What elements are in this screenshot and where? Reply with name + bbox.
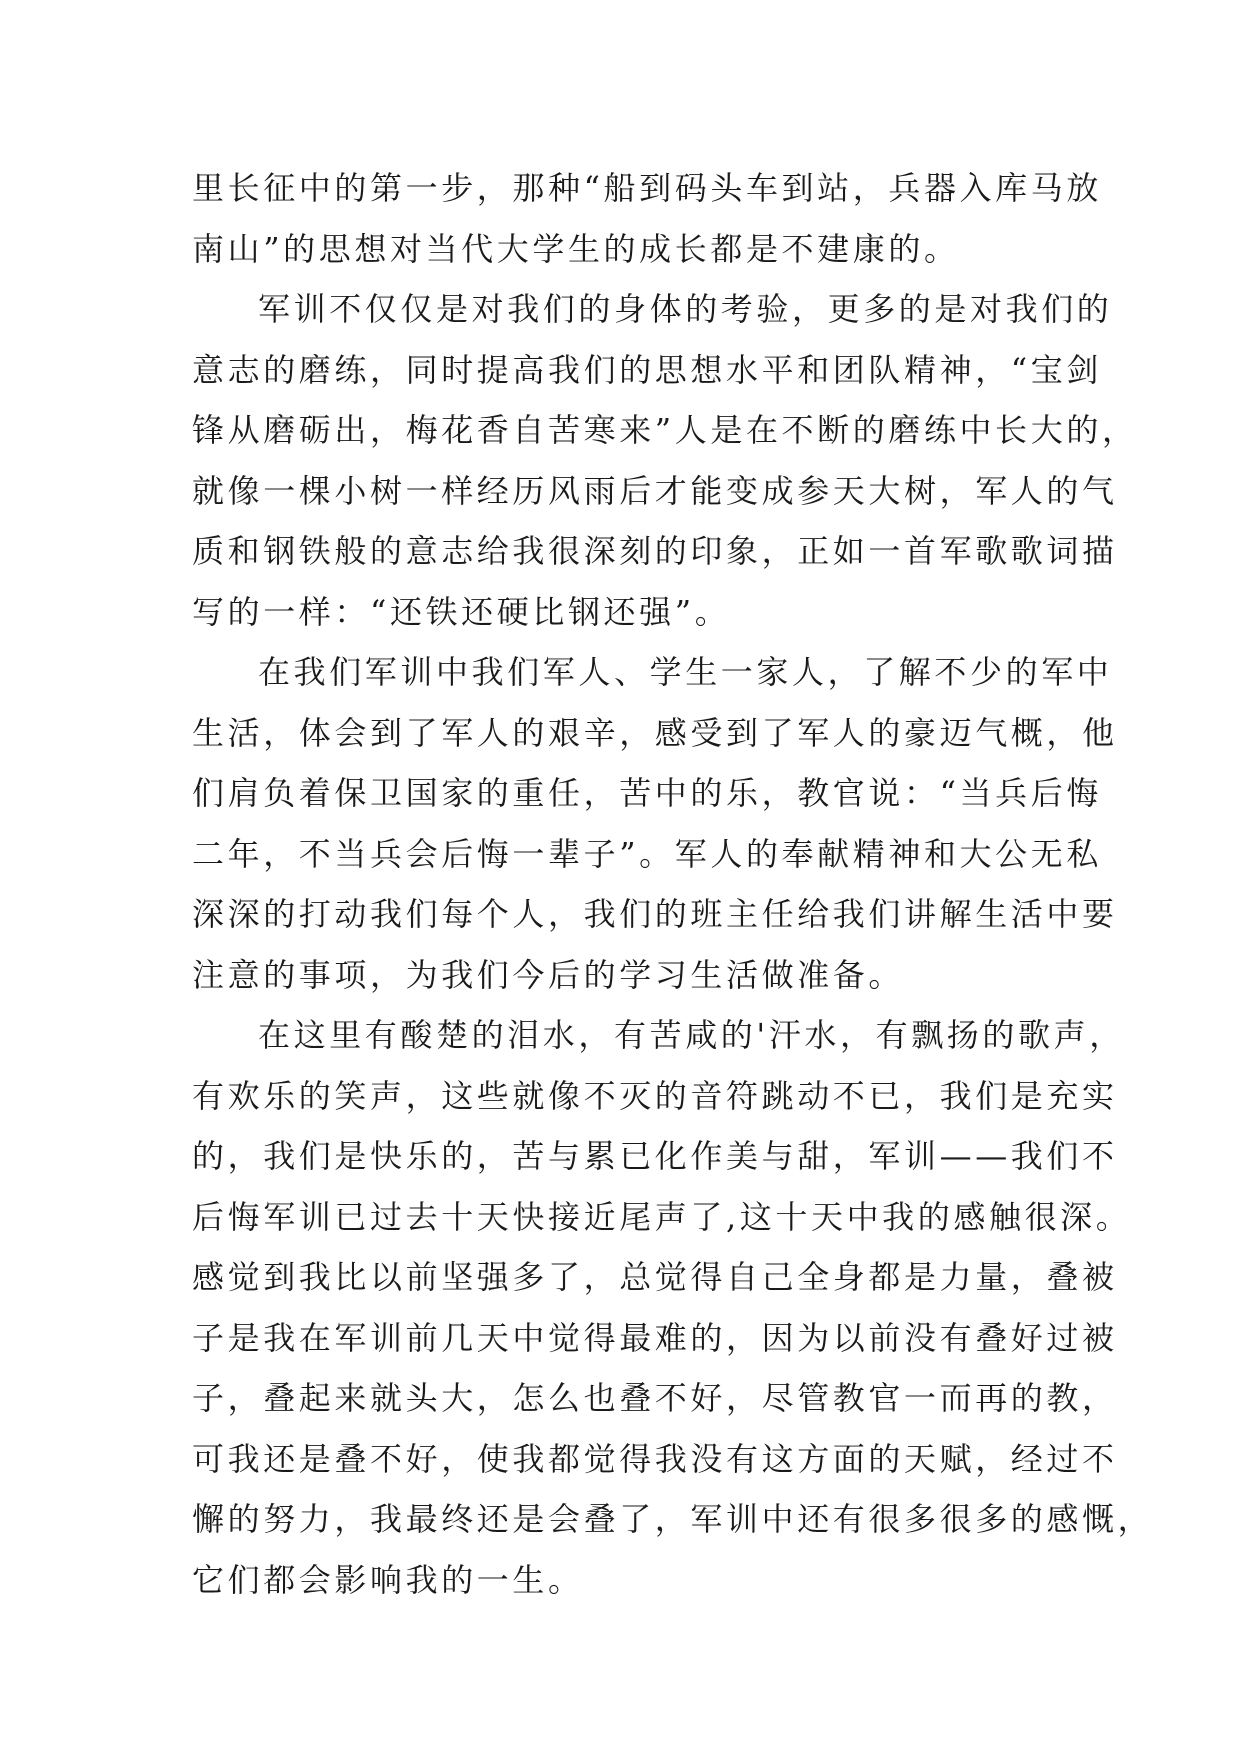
text-line: 意志的磨练，同时提高我们的思想水平和团队精神，“宝剑	[192, 350, 1102, 389]
paragraph-start-line: 军训不仅仅是对我们的身体的考验，更多的是对我们的	[258, 290, 1113, 328]
text-line: 它们都会影响我的一生。	[192, 1560, 584, 1599]
text-line: 感觉到我比以前坚强多了，总觉得自己全身都是力量，叠被	[192, 1258, 1118, 1296]
paragraph-start-line: 在这里有酸楚的泪水，有苦咸的'汗水，有飘扬的歌声，	[258, 1016, 1125, 1054]
text-line: 锋从磨砺出，梅花香自苦寒来”人是在不断的磨练中长大的，	[192, 411, 1138, 449]
text-line: 里长征中的第一步，那种“船到码头车到站，兵器入库马放	[192, 169, 1102, 207]
text-line: 子是我在军训前几天中觉得最难的，因为以前没有叠好过被	[192, 1318, 1118, 1357]
text-line: 有欢乐的笑声，这些就像不灭的音符跳动不已，我们是充实	[192, 1076, 1118, 1115]
text-line: 写的一样：“还铁还硬比钢还强”。	[192, 592, 731, 631]
text-line: 二年，不当兵会后悔一辈子”。军人的奉献精神和大公无私	[192, 834, 1102, 873]
body-text	[192, 158, 1154, 1610]
text-line: 深深的打动我们每个人，我们的班主任给我们讲解生活中要	[192, 895, 1118, 933]
text-line: 懈的努力，我最终还是会叠了，军训中还有很多很多的感慨，	[192, 1500, 1154, 1538]
text-line: 生活，体会到了军人的艰辛，感受到了军人的豪迈气概，他	[192, 713, 1118, 752]
text-line: 注意的事项，为我们今后的学习生活做准备。	[192, 955, 905, 994]
text-line: 子，叠起来就头大，怎么也叠不好，尽管教官一而再的教，	[192, 1379, 1118, 1417]
text-line: 的，我们是快乐的，苦与累已化作美与甜，军训——我们不	[192, 1137, 1118, 1175]
text-line: 们肩负着保卫国家的重任，苦中的乐，教官说：“当兵后悔	[192, 774, 1102, 812]
text-line: 南山”的思想对当代大学生的成长都是不建康的。	[192, 229, 960, 268]
text-line: 就像一棵小树一样经历风雨后才能变成参天大树，军人的气	[192, 471, 1118, 510]
text-line: 质和钢铁般的意志给我很深刻的印象，正如一首军歌歌词描	[192, 532, 1118, 570]
text-line: 可我还是叠不好，使我都觉得我没有这方面的天赋，经过不	[192, 1439, 1118, 1478]
paragraph-start-line: 在我们军训中我们军人、学生一家人，了解不少的军中	[258, 653, 1113, 691]
text-line: 后悔军训已过去十天快接近尾声了,这十天中我的感触很深。	[192, 1197, 1132, 1236]
